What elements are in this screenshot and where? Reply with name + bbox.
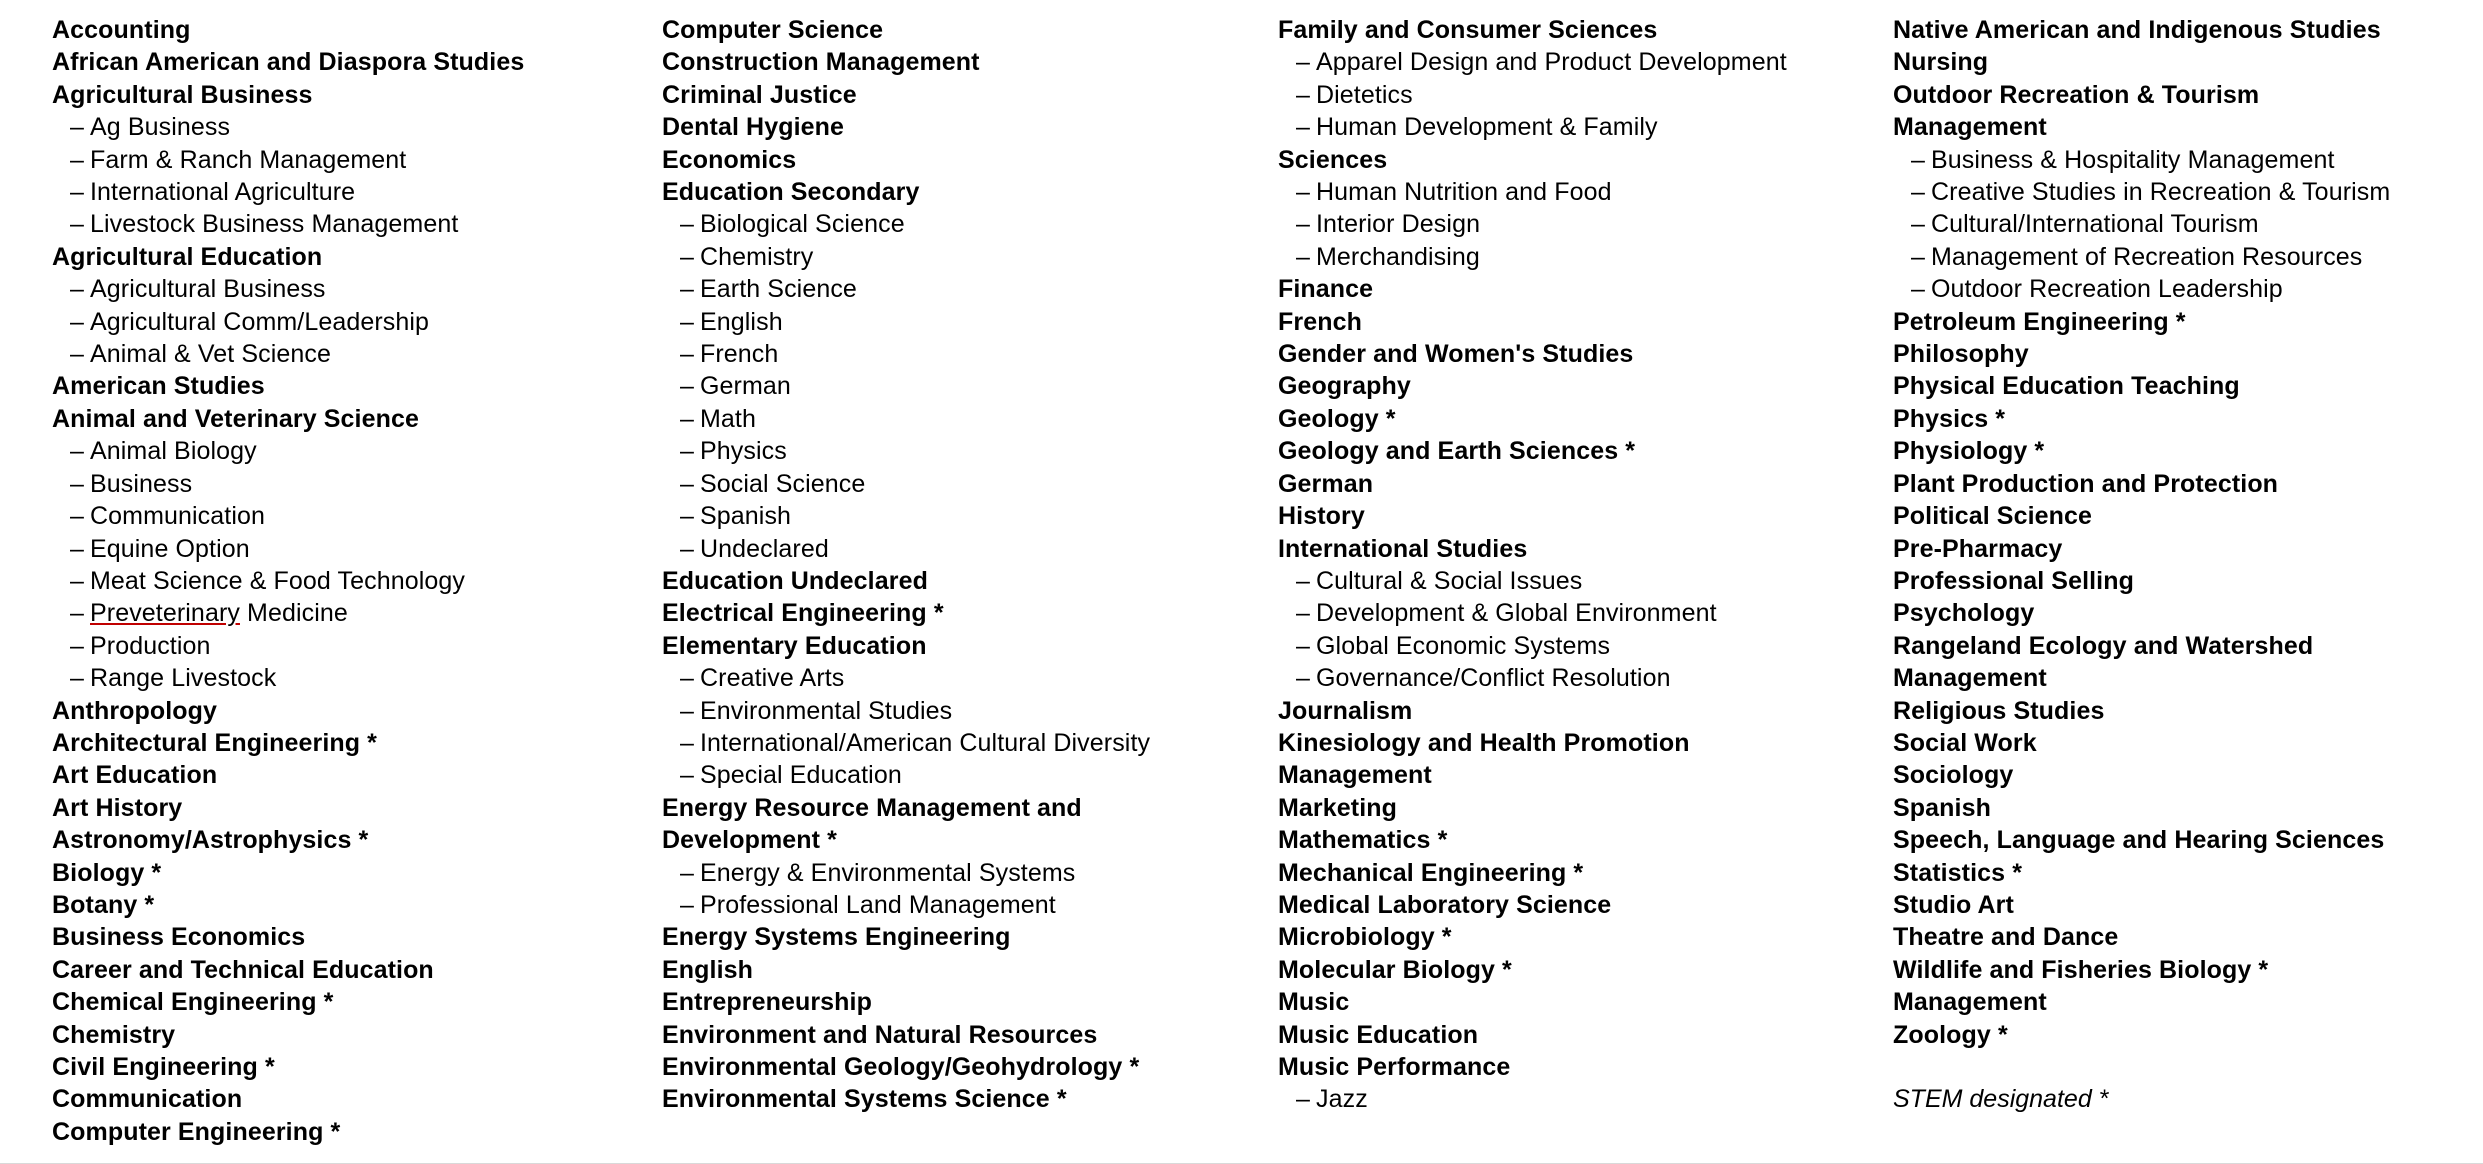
major-name: Journalism [1278, 696, 1413, 725]
major-name: Zoology * [1893, 1020, 2008, 1049]
majors-column-2 [630, 14, 1248, 1116]
major-concentration [1278, 111, 1863, 143]
major-concentration [1893, 273, 2483, 305]
major-concentration [52, 630, 630, 662]
major-concentration [662, 727, 1248, 759]
bullet-dash-icon: – [680, 664, 695, 693]
major-concentration [52, 338, 630, 370]
bullet-dash-icon: – [680, 372, 695, 401]
bullet-dash-icon: – [1911, 275, 1926, 304]
concentration-label: German [700, 372, 791, 401]
bullet-dash-icon: – [680, 728, 695, 757]
concentration-label: Creative Studies in Recreation & Tourism [1931, 178, 2391, 207]
major-name: Plant Production and Protection [1893, 469, 2279, 498]
major-concentration [52, 208, 630, 240]
majors-column-3 [1248, 14, 1863, 1116]
major-name: Social Work [1893, 728, 2037, 757]
bullet-dash-icon: – [680, 761, 695, 790]
major-name: Theatre and Dance [1893, 923, 2119, 952]
major-name: Native American and Indigenous Studies [1893, 16, 2381, 44]
major-name: Entrepreneurship [662, 988, 872, 1017]
major-concentration [662, 273, 1248, 305]
concentration-label: Cultural & Social Issues [1316, 566, 1583, 595]
bullet-dash-icon: – [70, 534, 85, 563]
bullet-dash-icon: – [1911, 210, 1926, 239]
major-name: Development * [662, 826, 837, 855]
concentration-label: Undeclared [700, 534, 829, 563]
bullet-dash-icon: – [70, 599, 85, 628]
majors-columns [0, 14, 2483, 1148]
major-name: Communication [52, 1085, 243, 1114]
concentration-label: Communication [90, 502, 265, 531]
major-concentration [52, 565, 630, 597]
bullet-dash-icon: – [1296, 113, 1311, 142]
major-name: Agricultural Business [52, 80, 313, 109]
major-name: Computer Engineering * [52, 1117, 341, 1146]
major-concentration [52, 500, 630, 532]
bullet-dash-icon: – [1911, 178, 1926, 207]
bullet-dash-icon: – [680, 534, 695, 563]
concentration-label: Equine Option [90, 534, 250, 563]
major-name: Marketing [1278, 793, 1397, 822]
major-name: Dental Hygiene [662, 113, 845, 142]
concentration-label: Spanish [700, 502, 792, 531]
bullet-dash-icon: – [70, 210, 85, 239]
concentration-label: Merchandising [1316, 242, 1480, 271]
concentration-label: Biological Science [700, 210, 905, 239]
major-name: Finance [1278, 275, 1374, 304]
major-concentration [1893, 176, 2483, 208]
major-name: Environment and Natural Resources [662, 1020, 1098, 1049]
major-concentration [52, 468, 630, 500]
major-concentration [662, 500, 1248, 532]
major-concentration [662, 857, 1248, 889]
major-name: Economics [662, 145, 797, 174]
major-name: Electrical Engineering * [662, 599, 944, 628]
major-name: Computer Science [662, 16, 884, 44]
concentration-label: English [700, 307, 783, 336]
bullet-dash-icon: – [1296, 1085, 1311, 1114]
major-name: Construction Management [662, 48, 980, 77]
major-concentration [662, 338, 1248, 370]
major-name: Management [1893, 113, 2047, 142]
major-name: Management [1893, 988, 2047, 1017]
bullet-dash-icon: – [70, 145, 85, 174]
majors-column-1 [0, 14, 630, 1148]
concentration-label: Energy & Environmental Systems [700, 858, 1076, 887]
bullet-dash-icon: – [1296, 80, 1311, 109]
bullet-dash-icon: – [680, 858, 695, 887]
major-name: Geology * [1278, 404, 1396, 433]
concentration-label: Business & Hospitality Management [1931, 145, 2335, 174]
major-concentration [662, 889, 1248, 921]
major-concentration [1893, 144, 2483, 176]
stem-footnote: STEM designated * [1893, 1085, 2109, 1113]
major-name: Geology and Earth Sciences * [1278, 437, 1636, 466]
major-name: Gender and Women's Studies [1278, 340, 1634, 369]
major-name: Petroleum Engineering * [1893, 307, 2186, 336]
bullet-dash-icon: – [70, 340, 85, 369]
major-name: Business Economics [52, 923, 306, 952]
concentration-label: Environmental Studies [700, 696, 953, 725]
major-name: Accounting [52, 16, 191, 44]
concentration-label: Preveterinary Medicine [90, 599, 348, 628]
concentration-label: Agricultural Business [90, 275, 326, 304]
major-name: Sociology [1893, 761, 2014, 790]
bullet-dash-icon: – [1296, 664, 1311, 693]
major-name: Political Science [1893, 502, 2093, 531]
major-name: Kinesiology and Health Promotion [1278, 728, 1690, 757]
major-concentration [1278, 79, 1863, 111]
concentration-label: International Agriculture [90, 178, 356, 207]
majors-column-4 [1863, 14, 2483, 1115]
major-name: Astronomy/Astrophysics * [52, 826, 369, 855]
bullet-dash-icon: – [1296, 48, 1311, 77]
major-name: Chemistry [52, 1020, 176, 1049]
major-concentration [1278, 241, 1863, 273]
major-name: French [1278, 307, 1362, 336]
major-concentration [52, 273, 630, 305]
major-concentration [52, 176, 630, 208]
bullet-dash-icon: – [70, 631, 85, 660]
major-name: American Studies [52, 372, 265, 401]
bullet-dash-icon: – [70, 437, 85, 466]
major-name: African American and Diaspora Studies [52, 48, 525, 77]
major-name: Management [1278, 761, 1432, 790]
bullet-dash-icon: – [680, 404, 695, 433]
bullet-dash-icon: – [70, 566, 85, 595]
concentration-label: International/American Cultural Diversity [700, 728, 1151, 757]
major-name: Microbiology * [1278, 923, 1452, 952]
bullet-dash-icon: – [680, 242, 695, 271]
major-name: Criminal Justice [662, 80, 857, 109]
concentration-label: Outdoor Recreation Leadership [1931, 275, 2283, 304]
spellcheck-underline: Preveterinary [90, 599, 240, 628]
bullet-dash-icon: – [70, 664, 85, 693]
major-name: Psychology [1893, 599, 2035, 628]
bullet-dash-icon: – [680, 437, 695, 466]
concentration-label: Professional Land Management [700, 890, 1056, 919]
major-name: Statistics * [1893, 858, 2023, 887]
major-concentration [52, 533, 630, 565]
concentration-label: Ag Business [90, 113, 231, 142]
bullet-dash-icon: – [1296, 631, 1311, 660]
major-name: Molecular Biology * [1278, 955, 1512, 984]
concentration-label: Farm & Ranch Management [90, 145, 407, 174]
major-concentration [662, 435, 1248, 467]
bullet-dash-icon: – [70, 113, 85, 142]
concentration-label: Governance/Conflict Resolution [1316, 664, 1671, 693]
major-name: International Studies [1278, 534, 1528, 563]
major-name: Spanish [1893, 793, 1991, 822]
major-name: Rangeland Ecology and Watershed [1893, 631, 2314, 660]
concentration-label: Human Development & Family [1316, 113, 1658, 142]
concentration-label: Math [700, 404, 756, 433]
bullet-dash-icon: – [1296, 178, 1311, 207]
major-name: Physics * [1893, 404, 2006, 433]
concentration-label: Physics [700, 437, 787, 466]
concentration-label: Dietetics [1316, 80, 1413, 109]
bullet-dash-icon: – [680, 890, 695, 919]
major-concentration [662, 370, 1248, 402]
bullet-dash-icon: – [70, 307, 85, 336]
major-concentration [662, 468, 1248, 500]
major-concentration [1278, 46, 1863, 78]
major-name: Management [1893, 664, 2047, 693]
bullet-dash-icon: – [680, 696, 695, 725]
major-name: Chemical Engineering * [52, 988, 334, 1017]
concentration-label: Social Science [700, 469, 866, 498]
major-concentration [662, 533, 1248, 565]
major-name: Energy Systems Engineering [662, 923, 1011, 952]
major-name: Professional Selling [1893, 566, 2134, 595]
concentration-label: French [700, 340, 779, 369]
concentration-label: Chemistry [700, 242, 814, 271]
concentration-label: Production [90, 631, 211, 660]
major-name: Education Secondary [662, 178, 920, 207]
concentration-label: Interior Design [1316, 210, 1481, 239]
concentration-label: Animal Biology [90, 437, 257, 466]
bullet-dash-icon: – [70, 469, 85, 498]
concentration-label: Global Economic Systems [1316, 631, 1611, 660]
concentration-label: Creative Arts [700, 664, 845, 693]
major-name: German [1278, 469, 1374, 498]
major-concentration [1278, 176, 1863, 208]
major-name: Architectural Engineering * [52, 728, 377, 757]
major-concentration [662, 403, 1248, 435]
list-spacer [1893, 1051, 2483, 1083]
major-concentration [1278, 1083, 1863, 1115]
bullet-dash-icon: – [680, 502, 695, 531]
major-name: Studio Art [1893, 890, 2014, 919]
major-concentration [662, 306, 1248, 338]
bullet-dash-icon: – [70, 178, 85, 207]
major-name: Pre-Pharmacy [1893, 534, 2063, 563]
major-concentration [1278, 597, 1863, 629]
bullet-dash-icon: – [680, 307, 695, 336]
bullet-dash-icon: – [680, 469, 695, 498]
major-name: Anthropology [52, 696, 218, 725]
bullet-dash-icon: – [1296, 242, 1311, 271]
major-concentration [662, 695, 1248, 727]
concentration-label: Agricultural Comm/Leadership [90, 307, 430, 336]
major-name: Philosophy [1893, 340, 2029, 369]
major-concentration [662, 241, 1248, 273]
major-name: Art Education [52, 761, 218, 790]
major-concentration [1278, 662, 1863, 694]
major-name: Civil Engineering * [52, 1053, 275, 1081]
major-name: Music Education [1278, 1020, 1479, 1049]
major-concentration [1278, 565, 1863, 597]
major-name: Environmental Systems Science * [662, 1085, 1067, 1114]
major-name: Mathematics * [1278, 826, 1448, 855]
major-name: Animal and Veterinary Science [52, 404, 419, 433]
major-name: Outdoor Recreation & Tourism [1893, 80, 2260, 109]
major-concentration [52, 306, 630, 338]
major-concentration [1278, 208, 1863, 240]
bullet-dash-icon: – [1296, 599, 1311, 628]
concentration-label: Business [90, 469, 193, 498]
major-name: Environmental Geology/Geohydrology * [662, 1053, 1140, 1081]
major-name: Mechanical Engineering * [1278, 858, 1584, 887]
bullet-dash-icon: – [1911, 145, 1926, 174]
major-name: Elementary Education [662, 631, 927, 660]
major-name: History [1278, 502, 1365, 531]
major-concentration [52, 597, 630, 629]
major-name: Wildlife and Fisheries Biology * [1893, 955, 2269, 984]
concentration-label: Cultural/International Tourism [1931, 210, 2259, 239]
bullet-dash-icon: – [70, 275, 85, 304]
major-concentration [52, 111, 630, 143]
concentration-label: Livestock Business Management [90, 210, 459, 239]
major-name: Physiology * [1893, 437, 2045, 466]
major-name: Botany * [52, 890, 155, 919]
major-name: Religious Studies [1893, 696, 2105, 725]
concentration-label: Development & Global Environment [1316, 599, 1717, 628]
concentration-label: Meat Science & Food Technology [90, 566, 465, 595]
major-concentration [1278, 630, 1863, 662]
concentration-label: Apparel Design and Product Development [1316, 48, 1787, 77]
concentration-label: Earth Science [700, 275, 857, 304]
major-name: Education Undeclared [662, 566, 928, 595]
major-name: Geography [1278, 372, 1411, 401]
major-name: Art History [52, 793, 183, 822]
bullet-dash-icon: – [1296, 210, 1311, 239]
concentration-label: Special Education [700, 761, 902, 790]
major-concentration [662, 208, 1248, 240]
major-name: English [662, 955, 753, 984]
major-name: Speech, Language and Hearing Sciences [1893, 826, 2385, 855]
major-concentration [52, 435, 630, 467]
major-name: Agricultural Education [52, 242, 323, 271]
major-name: Career and Technical Education [52, 955, 434, 984]
major-name: Music Performance [1278, 1053, 1511, 1081]
major-name: Biology * [52, 858, 162, 887]
major-name: Nursing [1893, 48, 1989, 77]
major-concentration [662, 662, 1248, 694]
major-concentration [52, 662, 630, 694]
major-concentration [1893, 208, 2483, 240]
bullet-dash-icon: – [1296, 566, 1311, 595]
major-name: Music [1278, 988, 1350, 1017]
bullet-dash-icon: – [680, 340, 695, 369]
major-name: Family and Consumer Sciences [1278, 16, 1658, 44]
major-name: Medical Laboratory Science [1278, 890, 1612, 919]
concentration-label: Animal & Vet Science [90, 340, 332, 369]
major-name: Sciences [1278, 145, 1388, 174]
major-concentration [52, 144, 630, 176]
major-name: Physical Education Teaching [1893, 372, 2240, 401]
major-concentration [662, 759, 1248, 791]
bullet-dash-icon: – [1911, 242, 1926, 271]
major-concentration [1893, 241, 2483, 273]
bullet-dash-icon: – [680, 275, 695, 304]
concentration-label: Management of Recreation Resources [1931, 242, 2363, 271]
concentration-label: Human Nutrition and Food [1316, 178, 1612, 207]
major-name: Energy Resource Management and [662, 793, 1082, 822]
concentration-label: Range Livestock [90, 664, 277, 693]
bullet-dash-icon: – [70, 502, 85, 531]
bullet-dash-icon: – [680, 210, 695, 239]
concentration-label: Jazz [1316, 1085, 1368, 1114]
